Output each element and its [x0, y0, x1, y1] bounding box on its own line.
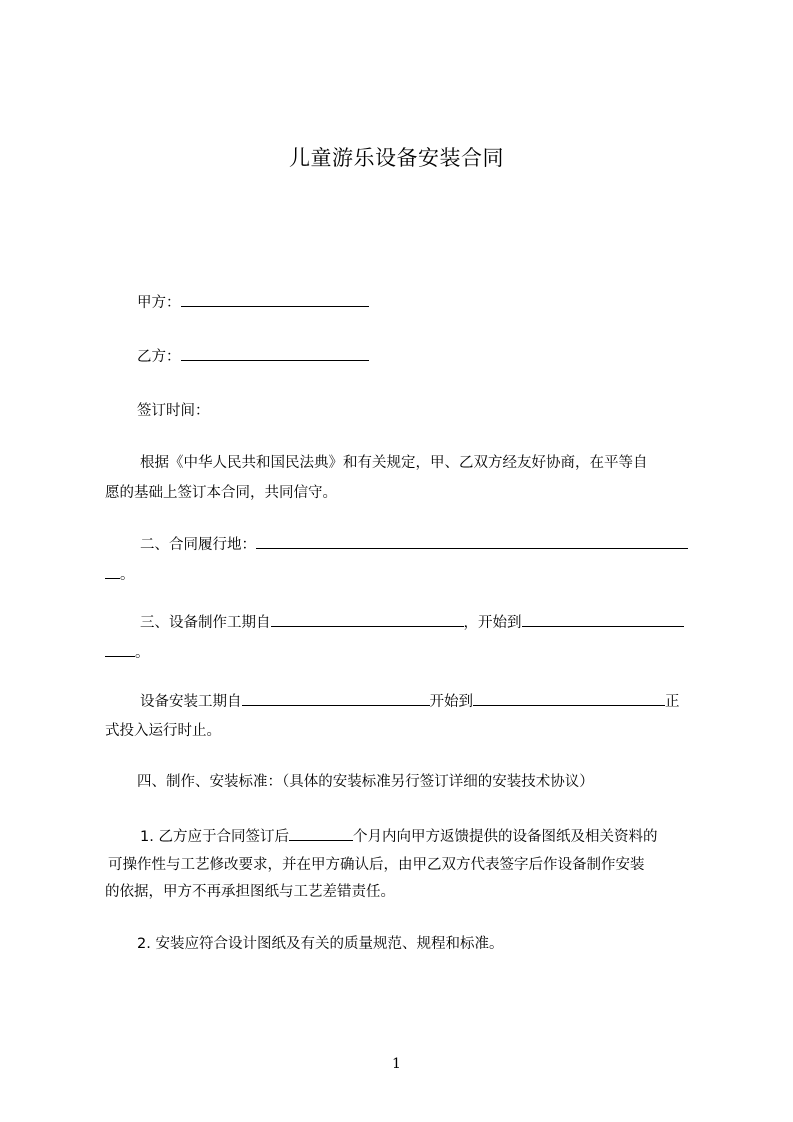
section-3-label: 三、设备制作工期自	[140, 615, 271, 631]
section-3-mid: ，开始到	[463, 615, 522, 631]
item-1-months-blank[interactable]	[289, 826, 353, 841]
party-a-label: 甲方：	[137, 295, 181, 311]
section-2-blank-cont[interactable]	[105, 564, 120, 579]
install-period-label: 设备安装工期自	[140, 694, 242, 710]
party-b-line	[137, 345, 369, 366]
section-2-end: 。	[120, 567, 135, 583]
item-1-line	[140, 825, 657, 846]
intro-line-2: 愿的基础上签订本合同，共同信守。	[105, 485, 337, 501]
section-3-start-blank[interactable]	[271, 612, 464, 627]
section-2-blank[interactable]	[256, 534, 688, 549]
install-period-mid: 开始到	[429, 694, 473, 710]
item-1-line-3: 的依据，甲方不再承担图纸与工艺差错责任。	[105, 884, 395, 900]
section-3-line	[140, 611, 684, 632]
section-2-line-2	[105, 563, 135, 584]
install-period-tail: 正	[665, 694, 680, 710]
item-2-line: 2. 安装应符合设计图纸及有关的质量规范、规程和标准。	[137, 936, 504, 952]
item-1-line-2: 可操作性与工艺修改要求，并在甲方确认后，由甲乙双方代表签字后作设备制作安装	[108, 857, 645, 873]
section-3-end-blank[interactable]	[522, 612, 684, 627]
install-start-blank[interactable]	[242, 691, 430, 706]
section-2-line	[140, 533, 688, 554]
page-number: 1	[392, 1056, 401, 1072]
sign-time-line	[137, 399, 210, 420]
item-1-text-b: 个月内向甲方返馈提供的设备图纸及相关资料的	[352, 829, 658, 845]
install-period-line-2: 式投入运行时止。	[105, 723, 221, 739]
install-period-line	[140, 690, 680, 711]
party-a-line	[137, 291, 369, 312]
section-3-blank-cont[interactable]	[105, 642, 135, 657]
party-a-blank[interactable]	[181, 292, 369, 307]
document-title: 儿童游乐设备安装合同	[289, 146, 504, 170]
party-b-label: 乙方：	[137, 349, 181, 365]
intro-line-1: 根据《中华人民共和国民法典》和有关规定，甲、乙双方经友好协商，在平等自	[140, 455, 648, 471]
section-3-line-2	[105, 641, 150, 662]
party-b-blank[interactable]	[181, 346, 369, 361]
section-3-end: 。	[135, 645, 150, 661]
item-1-text-a: 1. 乙方应于合同签订后	[140, 829, 289, 845]
sign-time-label: 签订时间：	[137, 403, 210, 419]
section-2-label: 二、合同履行地：	[140, 537, 256, 553]
install-end-blank[interactable]	[473, 691, 665, 706]
section-4-heading: 四、制作、安装标准：（具体的安装标准另行签订详细的安装技术协议）	[137, 774, 594, 790]
